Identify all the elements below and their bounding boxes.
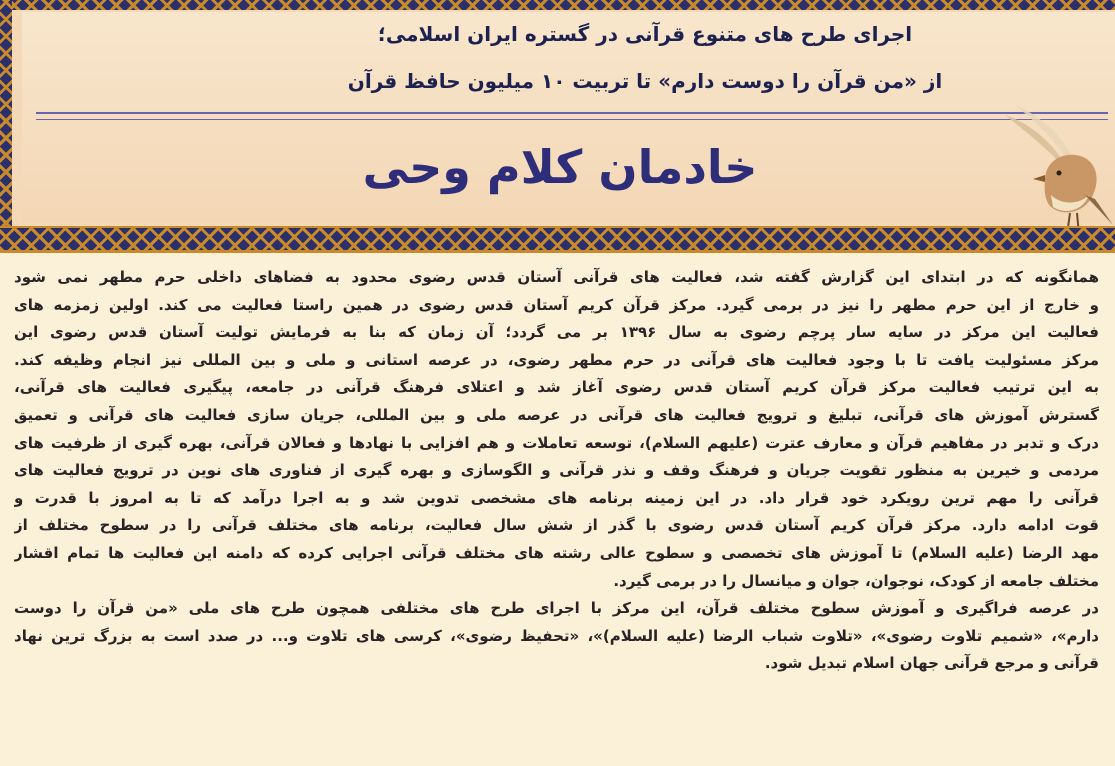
header-banner <box>0 0 1115 253</box>
article-line: مهد الرضا (علیه السلام) تا آموزش های تخصصی و سطوح عالی رشته های مختلف قرآنی اجرایی کرده که دامنه این فعالیت ها تمام اقشار <box>14 543 1099 562</box>
article-body <box>14 264 1099 764</box>
article-line: قوت ادامه دارد. مرکز قرآن کریم آستان قدس رضوی با گذر از شش سال فعالیت، برنامه های مختلف قرآنی را در سطوح مختلف از <box>14 516 1099 535</box>
ornamental-border-top <box>0 0 1115 10</box>
ornamental-border-bottom <box>0 228 1115 250</box>
article-line: مختلف جامعه از کودک، نوجوان، جوان و میانسال را در برمی گیرد. <box>613 571 1099 590</box>
article-line: درک و تدبر در مفاهیم قرآن و معارف عترت (علیهم السلام)، توسعه تعاملات و هم افزایی با نهادها و فعالان قرآنی، بهره گیری از ظرفیت های <box>14 433 1099 452</box>
article-line: مرکز مسئولیت یافت تا با وجود فعالیت های قرآنی در حرم مطهر رضوی، در عرصه استانی و ملی و بین المللی نیز انجام وظیفه کند. <box>14 350 1099 369</box>
ornamental-border-left <box>0 0 12 253</box>
article-line: در عرصه فراگیری و آموزش سطوح مختلف قرآن، این مرکز با اجرای طرح های مختلفی همچون طرح های ملی «من قرآن را دوست <box>14 599 1099 618</box>
bird-illustration-icon <box>975 95 1115 245</box>
headline-line-1: اجرای طرح های متنوع قرآنی در گستره ایران اسلامی؛ <box>377 22 913 46</box>
article-line: قرآنی را مهم ترین رویکرد خود قرار داد. در این زمینه برنامه های مشخصی تدوین شد و به اجرا درآمد که تا به امروز با قدرت و <box>14 488 1099 507</box>
headline-line-2: از «من قرآن را دوست دارم» تا تربیت ۱۰ میلیون حافظ قرآن <box>347 69 943 93</box>
article-line: قرآنی و مرجع قرآنی جهان اسلام تبدیل شود. <box>764 654 1099 673</box>
border-rule-lower <box>0 250 1115 253</box>
article-line: دارم»، «شمیم تلاوت رضوی»، «تلاوت شباب الرضا (علیه السلام)»، «تحفیظ رضوی»، کرسی های تلاوت و... در صدد است به بزرگ ترین نهاد <box>14 626 1099 645</box>
page-title: خادمان کلام وحی <box>362 140 758 194</box>
article-line: فعالیت این مرکز در سایه سار پرچم رضوی به سال ۱۳۹۶ بر می گردد؛ آن زمان که بنا به فرمایش تولیت آستان قدس رضوی این <box>14 323 1099 342</box>
article-line: مردمی و خیرین به منظور تقویت جریان و فرهنگ وقف و نذر قرآنی و الگوسازی و بهره گیری از فناوری های نوین در ترویج فعالیت های <box>14 461 1099 480</box>
article-line: گسترش آموزش های قرآنی، تبلیغ و ترویج فعالیت های قرآنی در عرصه ملی و بین المللی، جریان سازی فعالیت های قرآنی و تعمیق <box>14 405 1099 424</box>
article-line: همانگونه که در ابتدای این گزارش گفته شد، فعالیت های قرآنی آستان قدس رضوی محدود به فضاهای داخلی حرم مطهر نمی شود <box>14 268 1099 286</box>
article-line: و خارج از این حرم مطهر را نیز در برمی گیرد. مرکز قرآن کریم آستان قدس رضوی در همین راستا فعالیت می کند. اولین زمزمه های <box>14 295 1099 314</box>
article-line: به این ترتیب فعالیت مرکز قرآن کریم آستان قدس رضوی آغاز شد و اعتلای فرهنگ قرآنی در جامعه، پیگیری فعالیت های قرآنی، <box>14 378 1099 397</box>
divider-line-thin <box>36 119 1108 120</box>
divider-line <box>36 112 1108 114</box>
